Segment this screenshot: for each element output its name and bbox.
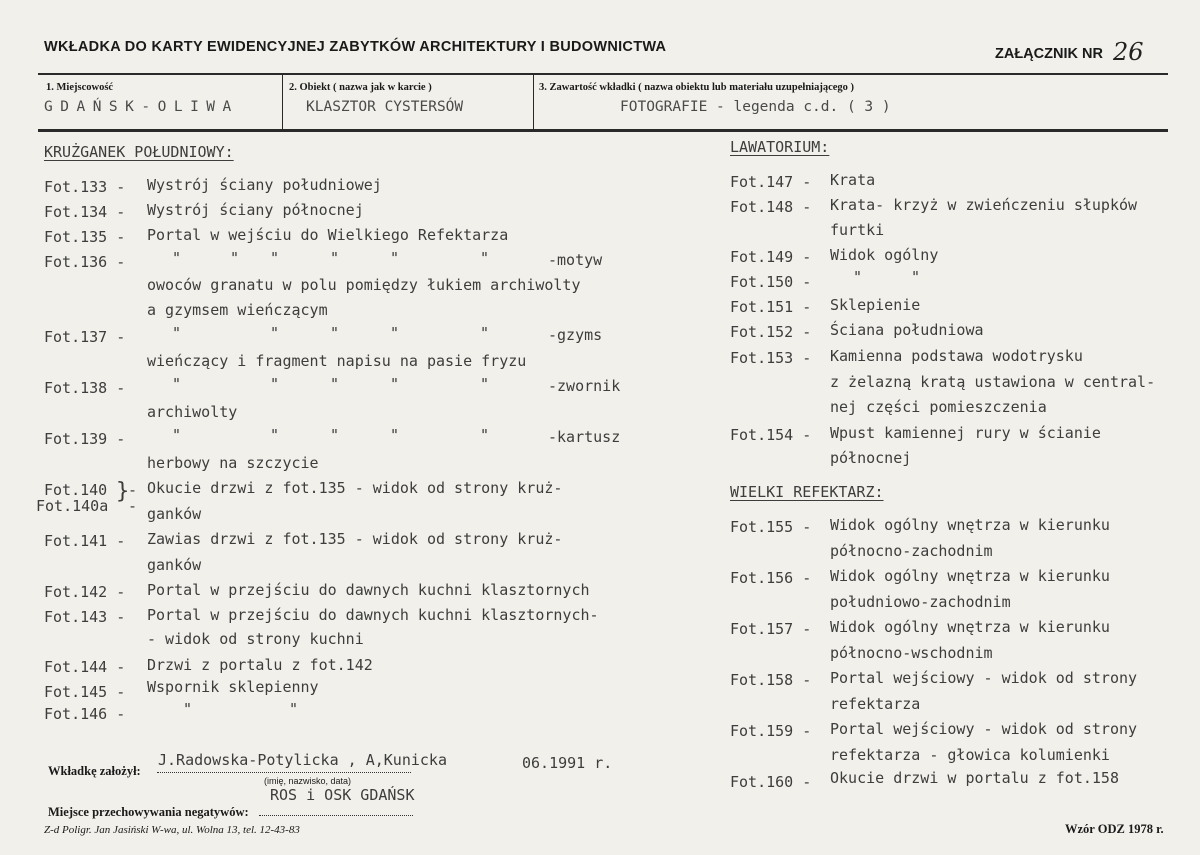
locality-label: 1. Miejscowość (46, 82, 114, 93)
entry-number: Fot.155 - (730, 518, 812, 536)
ditto-mark: " (172, 249, 182, 267)
entry-text: Wpust kamiennej rury w ścianie (830, 424, 1101, 442)
entry-text: północnej (830, 449, 912, 467)
entry-text: Zawias drzwi z fot.135 - widok od strony kruż- (147, 530, 563, 548)
entry-number: Fot.147 - (730, 173, 812, 191)
entry-tail: -kartusz (548, 428, 621, 446)
entry-text: nej części pomieszczenia (830, 398, 1047, 416)
entry-number: Fot.145 - (44, 683, 126, 701)
ditto-mark: " (230, 249, 240, 267)
entry-tail: -gzyms (548, 326, 603, 344)
storage-value: ROS i OSK GDAŃSK (270, 786, 415, 804)
entry-number: Fot.136 - (44, 253, 126, 271)
entry-number: Fot.152 - (730, 323, 812, 341)
entry-text: Widok ogólny (830, 246, 939, 264)
content-value: FOTOGRAFIE - legenda c.d. ( 3 ) (620, 99, 891, 115)
entry-number: Fot.154 - (730, 426, 812, 444)
form-title: WKŁADKA DO KARTY EWIDENCYJNEJ ZABYTKÓW ARCHITEKTURY I BUDOWNICTWA (44, 39, 667, 55)
field-divider-1 (282, 74, 283, 130)
entry-text: południowo-zachodnim (830, 593, 1011, 611)
entry-number: Fot.151 - (730, 298, 812, 316)
entry-number: Fot.134 - (44, 203, 126, 221)
entry-text: a gzymsem wieńczącym (147, 301, 328, 319)
entry-text: - widok od strony kuchni (147, 630, 364, 648)
entry-text: refektarza - głowica kolumienki (830, 746, 1110, 764)
form-template-mark: Wzór ODZ 1978 r. (1065, 822, 1164, 836)
object-value: KLASZTOR CYSTERSÓW (306, 99, 464, 115)
entry-number: Fot.153 - (730, 349, 812, 367)
printer-imprint: Z-d Poligr. Jan Jasiński W-wa, ul. Wolna 13, tel. 12-43-83 (44, 824, 300, 836)
entry-text: północno-zachodnim (830, 542, 993, 560)
section-heading-lavatorium: LAWATORIUM: (730, 138, 830, 156)
entry-text: owoców granatu w polu pomiędzy łukiem archiwolty (147, 276, 581, 294)
entry-text: Sklepienie (830, 296, 921, 314)
founded-by-value: J.Radowska-Potylicka , A,Kunicka (158, 751, 447, 769)
ditto-mark: " (390, 426, 400, 444)
entry-text: Portal wejściowy - widok od strony (830, 720, 1138, 738)
storage-dotted-line (259, 815, 413, 816)
entry-text: furtki (830, 221, 885, 239)
ditto-mark: " (270, 426, 280, 444)
entry-dash: - (128, 481, 138, 499)
entry-text: herbowy na szczycie (147, 454, 319, 472)
entry-text: archiwolty (147, 403, 238, 421)
ditto-mark: " (330, 426, 340, 444)
entry-text: wieńczący i fragment napisu na pasie fryzu (147, 352, 527, 370)
ditto-mark: " (480, 426, 490, 444)
founded-by-label: Wkładkę założył: (48, 764, 141, 778)
entry-text: Wystrój ściany północnej (147, 201, 364, 219)
ditto-mark: " (480, 375, 490, 393)
entry-text: Okucie drzwi z fot.135 - widok od strony kruż- (147, 479, 563, 497)
ditto-mark: " (289, 700, 299, 718)
entry-number: Fot.150 - (730, 273, 812, 291)
header-top-rule (38, 73, 1168, 75)
entry-number: Fot.144 - (44, 658, 126, 676)
entry-text: Widok ogólny wnętrza w kierunku (830, 567, 1110, 585)
entry-text: Portal w przejściu do dawnych kuchni klasztornych- (147, 606, 599, 624)
entry-text: z żelazną kratą ustawiona w central- (830, 373, 1156, 391)
storage-label: Miejsce przechowywania negatywów: (48, 805, 249, 819)
object-label: 2. Obiekt ( nazwa jak w karcie ) (289, 82, 432, 93)
entry-number: Fot.143 - (44, 608, 126, 626)
entry-text: refektarza (830, 695, 921, 713)
entry-text: Krata- krzyż w zwieńczeniu słupków (830, 196, 1138, 214)
entry-number: Fot.142 - (44, 583, 126, 601)
field-divider-2 (533, 74, 534, 130)
founded-date: 06.1991 r. (522, 754, 613, 772)
entry-text: Kamienna podstawa wodotrysku (830, 347, 1083, 365)
entry-tail: -zwornik (548, 377, 621, 395)
ditto-mark: " (480, 249, 490, 267)
entry-text: Wystrój ściany południowej (147, 176, 382, 194)
entry-number: Fot.160 - (730, 773, 812, 791)
entry-number: Fot.158 - (730, 671, 812, 689)
founded-by-dotted-line (157, 772, 411, 773)
entry-number: Fot.146 - (44, 705, 126, 723)
entry-number: Fot.135 - (44, 228, 126, 246)
ditto-mark: " (390, 249, 400, 267)
brace-glyph: } (116, 479, 130, 504)
ditto-mark: " (911, 268, 921, 286)
entry-text: Krata (830, 171, 876, 189)
ditto-mark: " (330, 249, 340, 267)
ditto-mark: " (172, 324, 182, 342)
ditto-mark: " (330, 375, 340, 393)
ditto-mark: " (390, 375, 400, 393)
annex-number: 26 (1112, 38, 1144, 66)
ditto-mark: " (330, 324, 340, 342)
ditto-mark: " (270, 375, 280, 393)
ditto-mark: " (390, 324, 400, 342)
entry-number: Fot.138 - (44, 379, 126, 397)
entry-text: Okucie drzwi w portalu z fot.158 (830, 769, 1119, 787)
ditto-mark: " (183, 700, 193, 718)
header-bottom-rule (38, 129, 1168, 132)
ditto-mark: " (172, 375, 182, 393)
ditto-mark: " (270, 324, 280, 342)
ditto-mark: " (480, 324, 490, 342)
entry-text: Drzwi z portalu z fot.142 (147, 656, 373, 674)
content-label: 3. Zawartość wkładki ( nazwa obiektu lub materiału uzupełniającego ) (539, 82, 855, 93)
entry-number: Fot.141 - (44, 532, 126, 550)
entry-number: Fot.157 - (730, 620, 812, 638)
section-heading-great-refectory: WIELKI REFEKTARZ: (730, 483, 884, 501)
annex-label (995, 36, 1143, 64)
ditto-mark: " (172, 426, 182, 444)
ditto-mark: " (853, 268, 863, 286)
entry-number: Fot.137 - (44, 328, 126, 346)
entry-number: Fot.149 - (730, 248, 812, 266)
entry-number: Fot.159 - (730, 722, 812, 740)
annex-label-text: ZAŁĄCZNIK NR (995, 46, 1103, 62)
section-heading-south-cloister: KRUŻGANEK POŁUDNIOWY: (44, 143, 234, 161)
entry-text: Widok ogólny wnętrza w kierunku (830, 516, 1110, 534)
ditto-mark: " (270, 249, 280, 267)
entry-number: Fot.133 - (44, 178, 126, 196)
entry-number: Fot.148 - (730, 198, 812, 216)
entry-number: Fot.140 (44, 481, 108, 499)
entry-text: Portal wejściowy - widok od strony (830, 669, 1138, 687)
entry-text: ganków (147, 505, 202, 523)
entry-text: Widok ogólny wnętrza w kierunku (830, 618, 1110, 636)
entry-text: ganków (147, 556, 202, 574)
entry-dash: - (128, 497, 138, 515)
entry-text: Wspornik sklepienny (147, 678, 319, 696)
entry-text: Portal w przejściu do dawnych kuchni klasztornych (147, 581, 590, 599)
entry-text: Portal w wejściu do Wielkiego Refektarza (147, 226, 509, 244)
entry-number-secondary: Fot.140a (36, 497, 109, 515)
entry-text: Ściana południowa (830, 321, 984, 339)
entry-number: Fot.139 - (44, 430, 126, 448)
founded-by-hint: (imię, nazwisko, data) (264, 776, 352, 786)
locality-value: GDAŃSK-OLIWA (44, 99, 239, 115)
entry-text: północno-wschodnim (830, 644, 993, 662)
entry-number: Fot.156 - (730, 569, 812, 587)
entry-tail: -motyw (548, 251, 603, 269)
